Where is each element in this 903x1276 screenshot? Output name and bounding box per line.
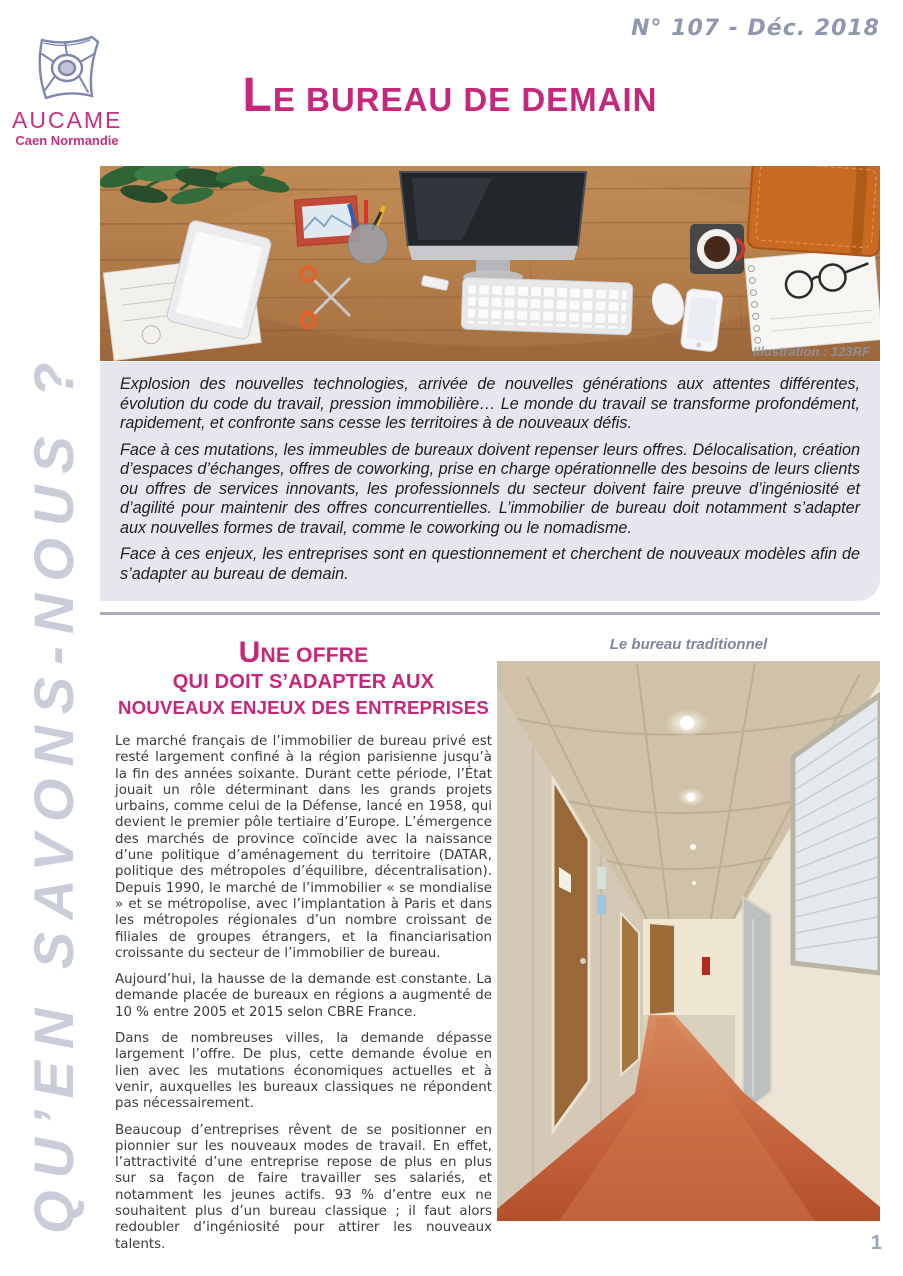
intro-paragraph-2: Face à ces mutations, les immeubles de bureaux doivent repenser leurs offres. Délocalisation, création d’espaces d’échanges, offres de coworking, prise en charge opérationnelle des besoins de leurs clients ou offres de services innovants, les professionnels du secteur doivent faire preuve d’ingéniosité et d’agilité pour maintenir des offres concurrentielles. L’immobilier de bureau doit notamment s’adapter aux nouvelles formes de travail, comme le coworking ou le nomadisme.: [120, 440, 860, 537]
article-column: [115, 636, 492, 1263]
article-paragraph-1: Le marché français de l’immobilier de bureau privé est resté largement confiné à la région parisienne jusqu’à la fin des années soixante. Durant cette période, l’État jouait un rôle déterminant dans les grands projets urbains, comme celui de la Défense, lancé en 1958, qui devient le premier pôle tertiaire d’Europe. L’émergence des marchés de province coïncide avec la naissance d’une politique d’aménagement du territoire (DATAR, politique des métropoles d’équilibre, décentralisation). Depuis 1990, le marché de l’immobilier « se mondialise » et se métropolise, avec l’implantation à Paris et dans les métropoles régionales d’un nombre croissant de filiales de groupes étrangers, et la financiarisation croissante du secteur de l’immobilier de bureau.: [115, 734, 492, 961]
leather-folder: [747, 166, 880, 257]
intro-paragraph-1: Explosion des nouvelles technologies, arrivée de nouvelles générations aux attentes différentes, évolution du code du travail, pression immobilière… Le monde du travail se transforme profondément, rapidement, et confronte sans cesse les territoires à de nouveaux défis.: [120, 375, 860, 432]
issue-number: N° 107 - Déc. 2018: [631, 16, 880, 41]
page-number: 1: [870, 1232, 882, 1254]
photo-caption: Le bureau traditionnel: [609, 636, 768, 653]
wooden-door-near: [553, 779, 589, 1131]
fire-extinguisher: [702, 957, 710, 975]
article-paragraph-3: Dans de nombreuses villes, la demande dépasse largement l’offre. De plus, cette demande évolue en lien avec les mutations économiques actuelles et à venir, auxquelles les bureaux classiques ne répondent pas nécessairement.: [115, 1031, 492, 1112]
heading-line-3: NOUVEAUX ENJEUX DES ENTREPRISES: [118, 697, 489, 718]
desk-photo: [100, 166, 880, 361]
wooden-door-far: [621, 913, 639, 1075]
glazed-door: [743, 897, 771, 1113]
coffee-cup: [690, 224, 744, 274]
smartphone: [680, 288, 723, 352]
photo-credit: Illustration : 123RF: [752, 344, 870, 359]
desk-photo-art: [100, 166, 880, 361]
article-paragraph-4: Beaucoup d’entreprises rêvent de se positionner en pionnier sur les nouveaux modes de travail. En effet, l’attractivité d’une entreprise repose de plus en plus sur sa façon de faire travailler ses salariés, et notamment les jeunes actifs. 93 % d’entre eux ne souhaitent plus d’un bureau classique ; il faut alors redoubler d’ingéniosité pour attirer les nouveaux talents.: [115, 1122, 492, 1252]
vertical-rubric-text: QU’EN SAVONS-NOUS ?: [22, 350, 85, 1234]
section-heading: [115, 636, 492, 721]
corridor-photo: [497, 661, 880, 1221]
page-title: LE BUREAU DE DEMAIN: [242, 69, 658, 122]
logo-name: AUCAME: [12, 107, 123, 133]
section-divider: [100, 612, 880, 615]
intro-box: [100, 362, 880, 601]
wall-poster-blue: [597, 895, 606, 914]
logo-subtitle: Caen Normandie: [15, 133, 119, 148]
heading-line-2: QUI DOIT S’ADAPTER AUX: [172, 671, 435, 693]
intro-paragraph-3: Face à ces enjeux, les entreprises sont en questionnement et cherchent de nouveaux modèles afin de s’adapter au bureau de demain.: [120, 545, 860, 583]
door-handle: [580, 958, 586, 964]
corridor-photo-art: [497, 661, 880, 1221]
wall-poster-green: [597, 867, 606, 889]
heading-line-1: UNE OFFRE: [238, 636, 369, 669]
notebook: [745, 248, 880, 351]
aucame-logo-icon: [28, 34, 106, 106]
aucame-logo: [12, 34, 122, 148]
keyboard: [461, 277, 633, 335]
article-paragraph-2: Aujourd’hui, la hausse de la demande est constante. La demande placée de bureaux en régions a augmenté de 10 % entre 2005 et 2015 selon CBRE France.: [115, 972, 492, 1020]
end-door: [649, 923, 675, 1015]
